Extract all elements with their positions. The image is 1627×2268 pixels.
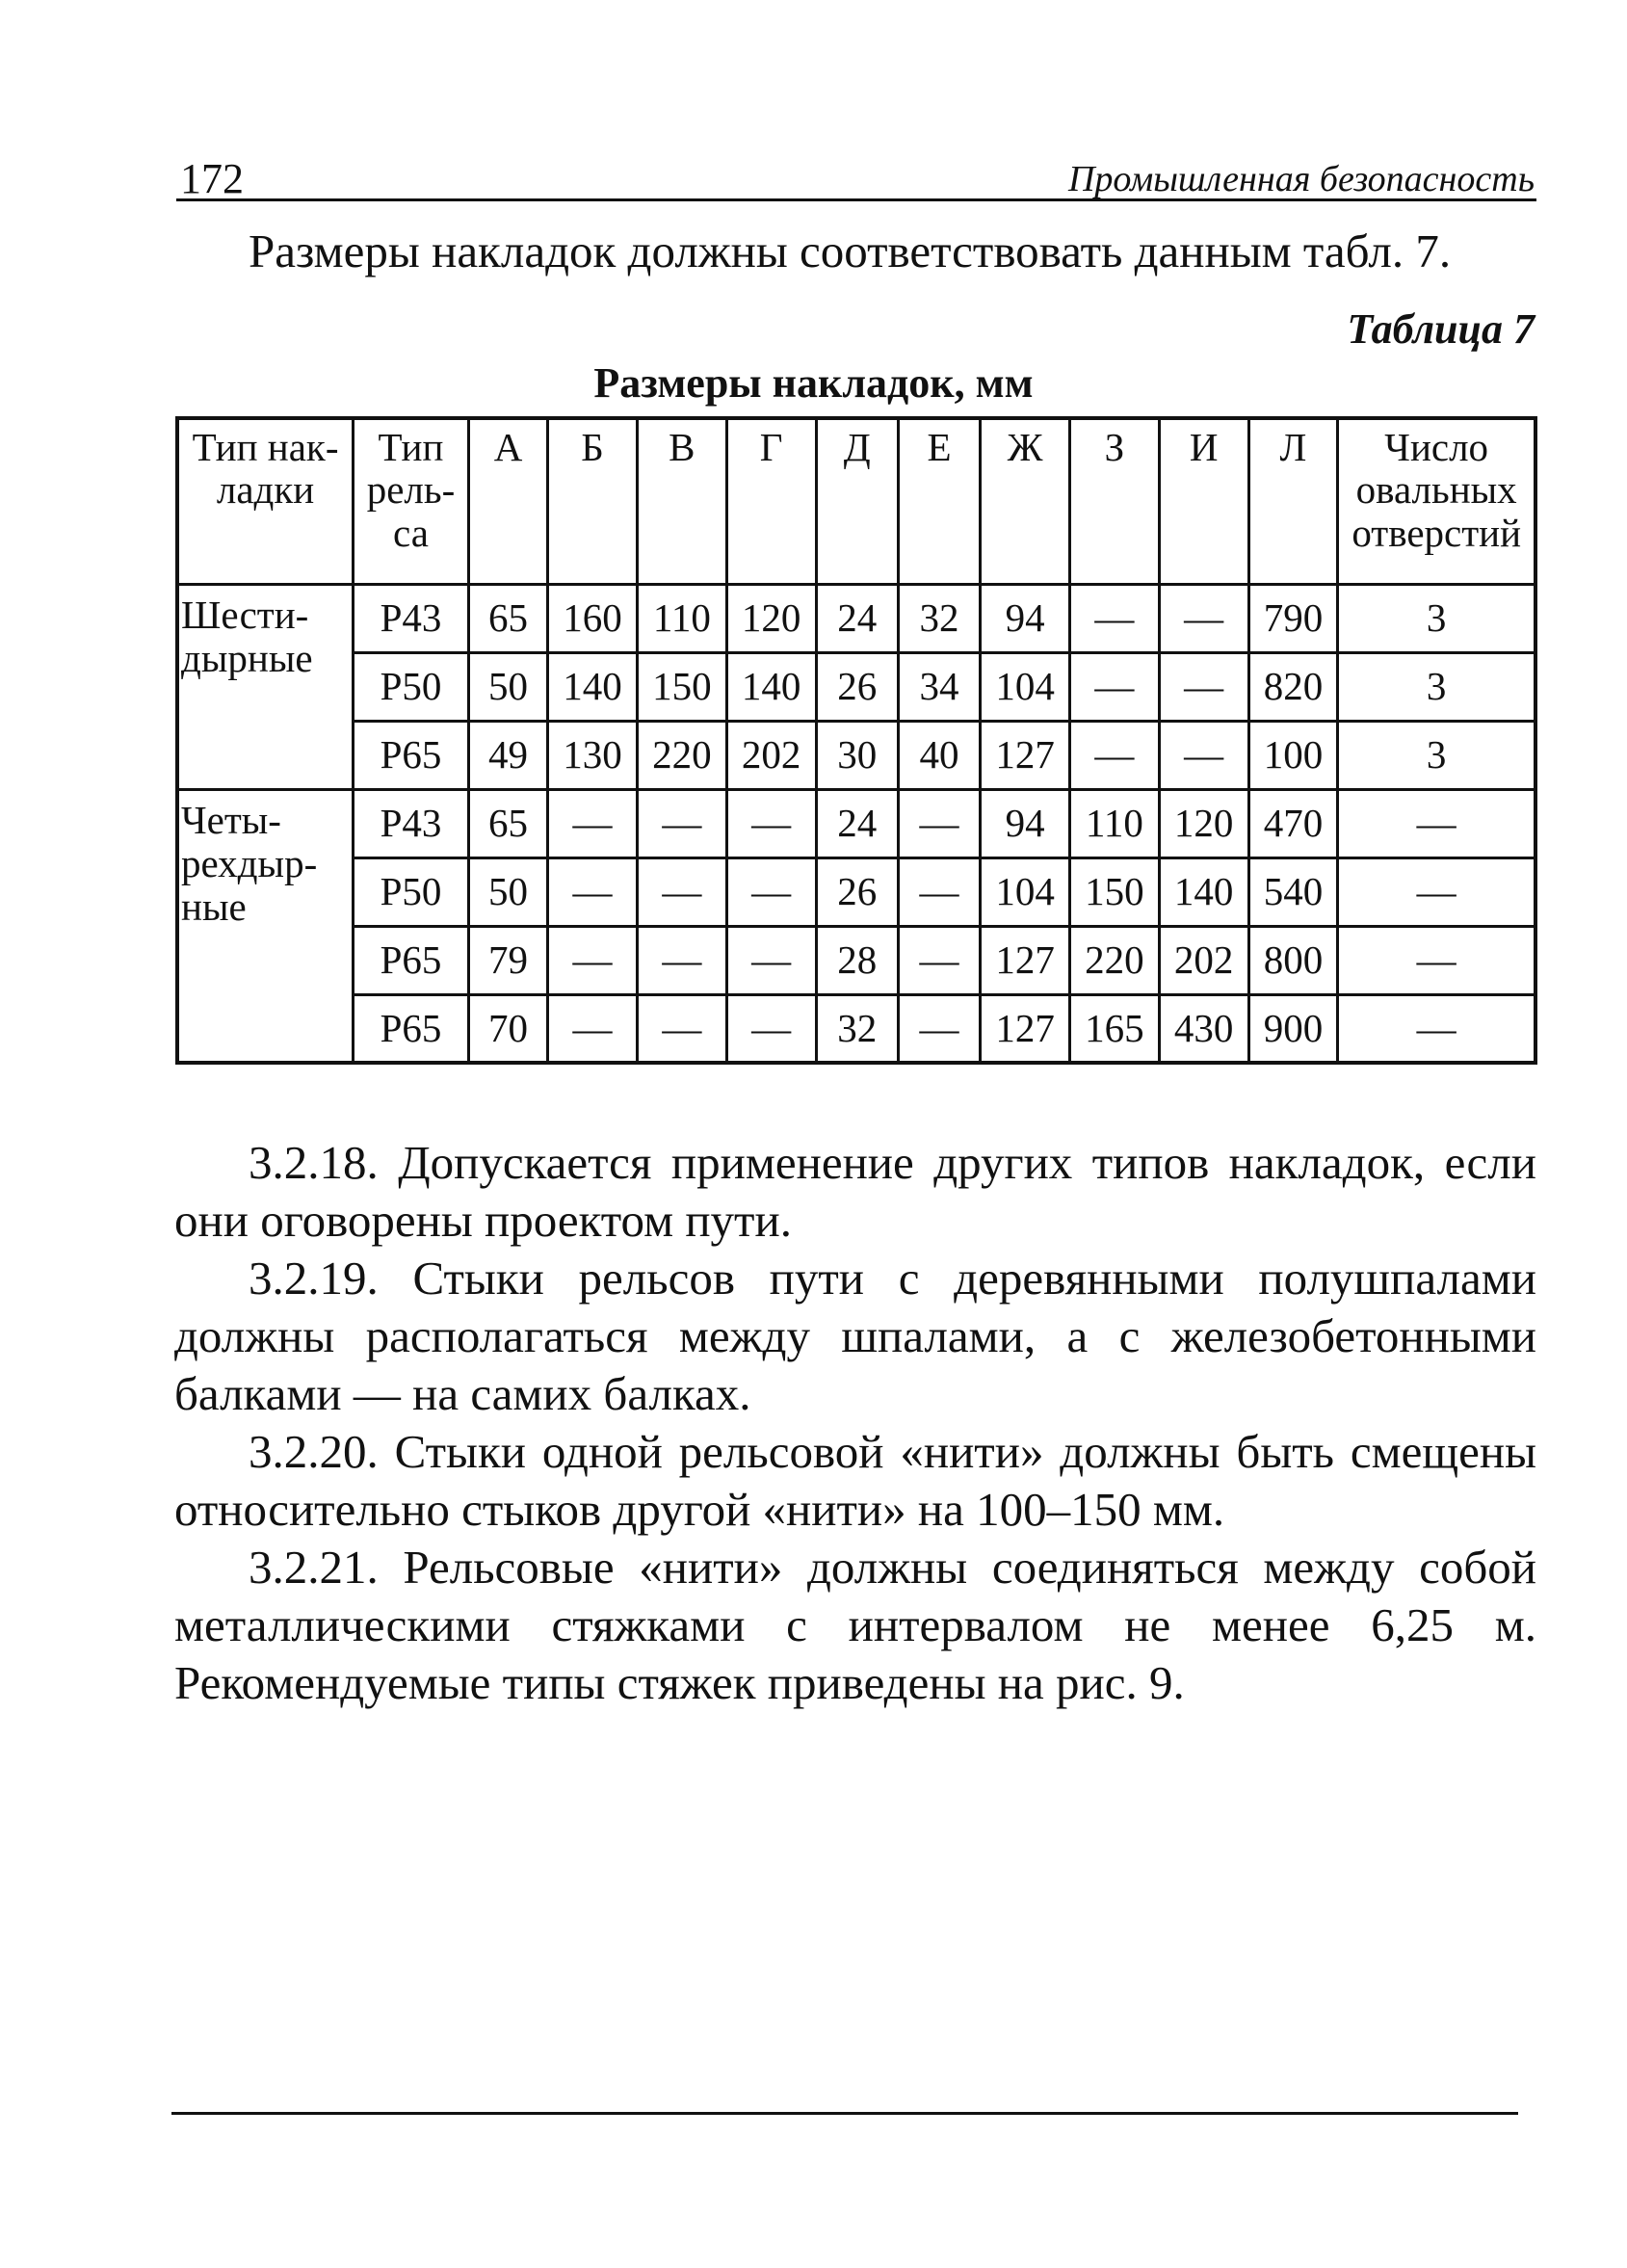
table-cell: — xyxy=(898,926,980,994)
table-row xyxy=(177,926,1535,994)
table-cell: 70 xyxy=(468,994,547,1063)
table-cell: 127 xyxy=(981,994,1070,1063)
table-cell: 100 xyxy=(1248,721,1338,789)
column-header: Г xyxy=(726,418,816,584)
table-cell: 65 xyxy=(468,584,547,652)
table-cell: 34 xyxy=(898,652,980,721)
table-cell: 150 xyxy=(1069,857,1159,926)
table-cell: 26 xyxy=(816,652,898,721)
table-label: Таблица 7 xyxy=(1347,305,1535,353)
table-cell: 3 xyxy=(1338,652,1535,721)
table-cell: — xyxy=(548,857,638,926)
column-header: И xyxy=(1159,418,1248,584)
table-cell: 110 xyxy=(1069,789,1159,857)
table-cell: 104 xyxy=(981,652,1070,721)
column-header: Тип нак-ладки xyxy=(177,418,354,584)
lead-text: Размеры накладок должны соответствовать данным табл. 7. xyxy=(249,224,1452,277)
table-cell: — xyxy=(548,926,638,994)
table-cell: — xyxy=(637,789,726,857)
table-cell: 800 xyxy=(1248,926,1338,994)
paragraph-3-2-18: 3.2.18. Допускается применение других типов накладок, если они оговорены проектом пути. xyxy=(174,1136,1536,1247)
table-cell: — xyxy=(637,857,726,926)
table-cell: — xyxy=(1069,652,1159,721)
footer-rule xyxy=(171,2112,1518,2115)
group-label: Шести-дырные xyxy=(177,584,354,789)
table-cell: — xyxy=(898,789,980,857)
table-cell: — xyxy=(548,789,638,857)
table-cell: 790 xyxy=(1248,584,1338,652)
page-header xyxy=(176,146,1536,201)
table-cell: 49 xyxy=(468,721,547,789)
table-row xyxy=(177,994,1535,1063)
table-cell: 30 xyxy=(816,721,898,789)
table-cell: 430 xyxy=(1159,994,1248,1063)
column-header: Д xyxy=(816,418,898,584)
paragraph-3-2-21: 3.2.21. Рельсовые «нити» должны соединяться между собой металлическими стяжками с интервалом не менее 6,25 м. Рекомендуемые типы стяжек приведены на рис. 9. xyxy=(174,1541,1536,1709)
column-header: Ж xyxy=(981,418,1070,584)
table-row xyxy=(177,584,1535,652)
table-cell: 150 xyxy=(637,652,726,721)
table-cell: 110 xyxy=(637,584,726,652)
table-cell: 24 xyxy=(816,789,898,857)
table-cell: 32 xyxy=(898,584,980,652)
table-cell: 3 xyxy=(1338,721,1535,789)
dimensions-table xyxy=(175,416,1537,1065)
table-cell: Р43 xyxy=(354,789,469,857)
table-cell: — xyxy=(1159,652,1248,721)
table-cell: 40 xyxy=(898,721,980,789)
table-cell: 127 xyxy=(981,926,1070,994)
table-cell: 32 xyxy=(816,994,898,1063)
table-cell: Р65 xyxy=(354,926,469,994)
table-cell: 50 xyxy=(468,857,547,926)
table-row xyxy=(177,721,1535,789)
column-header: З xyxy=(1069,418,1159,584)
table-cell: 120 xyxy=(726,584,816,652)
table-cell: 28 xyxy=(816,926,898,994)
table-cell: 900 xyxy=(1248,994,1338,1063)
paragraph-3-2-19: 3.2.19. Стыки рельсов пути с деревянными полушпалами должны располагаться между шпалами, а с железобетонными балками — на самих балках. xyxy=(174,1252,1536,1420)
table-cell: — xyxy=(548,994,638,1063)
table-cell: — xyxy=(1338,789,1535,857)
table-cell: 24 xyxy=(816,584,898,652)
table-cell: — xyxy=(1069,721,1159,789)
table-cell: 220 xyxy=(1069,926,1159,994)
table-cell: 104 xyxy=(981,857,1070,926)
table-cell: Р65 xyxy=(354,721,469,789)
column-header: Тип рель-са xyxy=(354,418,469,584)
table-cell: — xyxy=(726,926,816,994)
table-cell: — xyxy=(1159,721,1248,789)
table-cell: 94 xyxy=(981,584,1070,652)
table-cell: 202 xyxy=(1159,926,1248,994)
table-cell: 140 xyxy=(1159,857,1248,926)
table-header-row xyxy=(177,418,1535,584)
table-cell: — xyxy=(726,857,816,926)
table-cell: — xyxy=(898,857,980,926)
table-title: Размеры накладок, мм xyxy=(593,359,1034,407)
table-cell: — xyxy=(637,926,726,994)
table-cell: — xyxy=(1159,584,1248,652)
table-cell: 65 xyxy=(468,789,547,857)
column-header: Е xyxy=(898,418,980,584)
table-cell: 540 xyxy=(1248,857,1338,926)
table-cell: 26 xyxy=(816,857,898,926)
table-row xyxy=(177,857,1535,926)
table-cell: 120 xyxy=(1159,789,1248,857)
table-cell: 820 xyxy=(1248,652,1338,721)
table-cell: 165 xyxy=(1069,994,1159,1063)
group-label: Четы-рехдыр-ные xyxy=(177,789,354,1063)
paragraph-3-2-20: 3.2.20. Стыки одной рельсовой «нити» должны быть смещены относительно стыков другой «нити» на 100–150 мм. xyxy=(174,1425,1536,1536)
running-head: Промышленная безопасность xyxy=(1067,159,1535,199)
column-header: Б xyxy=(548,418,638,584)
table-cell: 79 xyxy=(468,926,547,994)
table-body xyxy=(177,584,1535,1063)
column-header: Л xyxy=(1248,418,1338,584)
table-cell: 130 xyxy=(548,721,638,789)
table-cell: 94 xyxy=(981,789,1070,857)
table-cell: 3 xyxy=(1338,584,1535,652)
table-row xyxy=(177,789,1535,857)
table-cell: Р50 xyxy=(354,652,469,721)
page-number: 172 xyxy=(180,155,244,202)
table-cell: 140 xyxy=(548,652,638,721)
table-cell: — xyxy=(1338,926,1535,994)
table-cell: 140 xyxy=(726,652,816,721)
table-row xyxy=(177,652,1535,721)
table-cell: — xyxy=(1338,857,1535,926)
column-header: В xyxy=(637,418,726,584)
table-cell: — xyxy=(726,789,816,857)
column-header: Число овальных отверстий xyxy=(1338,418,1535,584)
table-cell: 220 xyxy=(637,721,726,789)
table-cell: — xyxy=(637,994,726,1063)
table-cell: 127 xyxy=(981,721,1070,789)
table-cell: 160 xyxy=(548,584,638,652)
column-header: А xyxy=(468,418,547,584)
table-cell: — xyxy=(1069,584,1159,652)
table-cell: Р50 xyxy=(354,857,469,926)
table-cell: — xyxy=(898,994,980,1063)
table-cell: 50 xyxy=(468,652,547,721)
table-cell: — xyxy=(1338,994,1535,1063)
table-cell: Р43 xyxy=(354,584,469,652)
table-cell: Р65 xyxy=(354,994,469,1063)
table-cell: — xyxy=(726,994,816,1063)
table-cell: 202 xyxy=(726,721,816,789)
table-cell: 470 xyxy=(1248,789,1338,857)
